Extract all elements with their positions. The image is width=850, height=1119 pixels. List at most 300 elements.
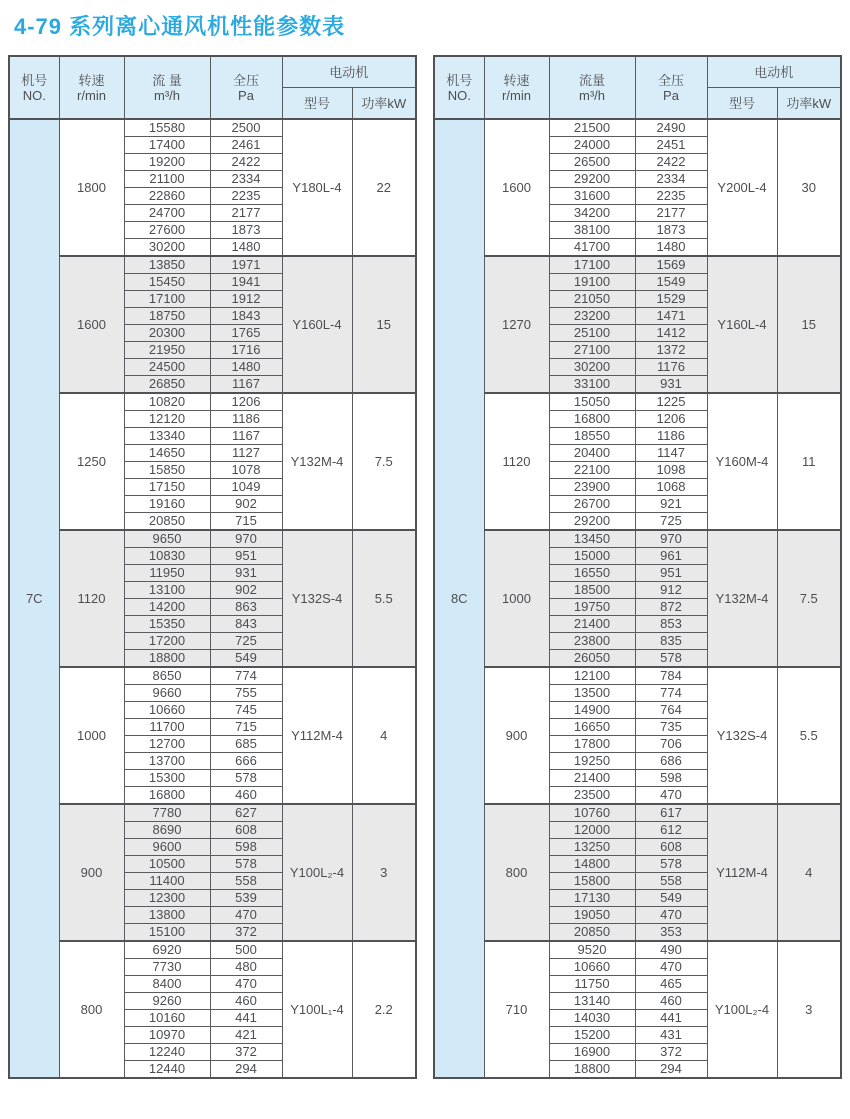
flow-cell: 13250 [549, 839, 635, 856]
motor-model-cell: Y112M-4 [707, 804, 777, 941]
pressure-cell: 1372 [635, 342, 707, 359]
pressure-cell: 470 [210, 976, 282, 993]
pressure-cell: 1186 [635, 428, 707, 445]
motor-power-cell: 4 [777, 804, 841, 941]
pressure-cell: 774 [210, 667, 282, 685]
table-body [434, 119, 841, 1078]
pressure-cell: 1176 [635, 359, 707, 376]
page-title: 4-79 系列离心通风机性能参数表 [14, 14, 346, 39]
pressure-cell: 549 [635, 890, 707, 907]
flow-cell: 25100 [549, 325, 635, 342]
flow-cell: 24000 [549, 137, 635, 154]
flow-cell: 21400 [549, 770, 635, 787]
pressure-cell: 1225 [635, 393, 707, 411]
flow-cell: 14030 [549, 1010, 635, 1027]
flow-cell: 19160 [124, 496, 210, 513]
header-motor: 电动机 [282, 56, 416, 88]
header-speed-cn: 转速 [78, 72, 105, 88]
flow-cell: 29200 [549, 171, 635, 188]
header-size-en: NO. [22, 87, 46, 103]
flow-cell: 15100 [124, 924, 210, 942]
pressure-cell: 1912 [210, 291, 282, 308]
flow-cell: 17100 [549, 256, 635, 274]
table-row [9, 667, 416, 685]
tables-container [0, 55, 850, 1079]
pressure-cell: 843 [210, 616, 282, 633]
pressure-cell: 715 [210, 513, 282, 531]
flow-cell: 15350 [124, 616, 210, 633]
flow-cell: 21400 [549, 616, 635, 633]
pressure-cell: 970 [635, 530, 707, 548]
pressure-cell: 961 [635, 548, 707, 565]
flow-cell: 11400 [124, 873, 210, 890]
speed-cell: 1600 [59, 256, 124, 393]
header-flow-unit: m³/h [579, 87, 605, 103]
pressure-cell: 685 [210, 736, 282, 753]
pressure-cell: 2422 [635, 154, 707, 171]
flow-cell: 14200 [124, 599, 210, 616]
pressure-cell: 745 [210, 702, 282, 719]
size-cell: 7C [9, 119, 59, 1078]
flow-cell: 13800 [124, 907, 210, 924]
flow-cell: 11700 [124, 719, 210, 736]
pressure-cell: 951 [635, 565, 707, 582]
pressure-cell: 460 [210, 993, 282, 1010]
pressure-cell: 608 [210, 822, 282, 839]
motor-power-cell: 4 [352, 667, 416, 804]
flow-cell: 9650 [124, 530, 210, 548]
table-row [9, 530, 416, 548]
flow-cell: 10760 [549, 804, 635, 822]
pressure-cell: 598 [210, 839, 282, 856]
pressure-cell: 863 [210, 599, 282, 616]
table-row [434, 530, 841, 548]
flow-cell: 9520 [549, 941, 635, 959]
pressure-cell: 539 [210, 890, 282, 907]
fan-table-7c [8, 55, 417, 1079]
pressure-cell: 1167 [210, 428, 282, 445]
speed-cell: 1600 [484, 119, 549, 256]
size-cell: 8C [434, 119, 484, 1078]
fan-table-8c [433, 55, 842, 1079]
flow-cell: 30200 [124, 239, 210, 257]
speed-cell: 800 [484, 804, 549, 941]
flow-cell: 18500 [549, 582, 635, 599]
flow-cell: 26050 [549, 650, 635, 668]
flow-cell: 15000 [549, 548, 635, 565]
pressure-cell: 500 [210, 941, 282, 959]
speed-cell: 1800 [59, 119, 124, 256]
pressure-cell: 774 [635, 685, 707, 702]
flow-cell: 24700 [124, 205, 210, 222]
header-flow-unit: m³/h [154, 87, 180, 103]
pressure-cell: 578 [210, 770, 282, 787]
flow-cell: 9600 [124, 839, 210, 856]
motor-model-cell: Y112M-4 [282, 667, 352, 804]
pressure-cell: 2235 [635, 188, 707, 205]
header-speed-unit: r/min [502, 87, 531, 103]
header-motor-power: 功率kW [777, 88, 841, 120]
pressure-cell: 372 [210, 1044, 282, 1061]
speed-cell: 1120 [484, 393, 549, 530]
table-row [9, 393, 416, 411]
flow-cell: 18800 [549, 1061, 635, 1079]
pressure-cell: 2177 [210, 205, 282, 222]
table-row [9, 119, 416, 137]
table-row [434, 941, 841, 959]
pressure-cell: 902 [210, 582, 282, 599]
pressure-cell: 441 [635, 1010, 707, 1027]
pressure-cell: 1873 [635, 222, 707, 239]
flow-cell: 33100 [549, 376, 635, 394]
header-size [434, 56, 484, 119]
flow-cell: 14650 [124, 445, 210, 462]
flow-cell: 21100 [124, 171, 210, 188]
motor-power-cell: 5.5 [777, 667, 841, 804]
flow-cell: 23900 [549, 479, 635, 496]
flow-cell: 34200 [549, 205, 635, 222]
header-flow [549, 56, 635, 119]
pressure-cell: 1765 [210, 325, 282, 342]
pressure-cell: 853 [635, 616, 707, 633]
pressure-cell: 470 [635, 787, 707, 805]
flow-cell: 29200 [549, 513, 635, 531]
flow-cell: 15580 [124, 119, 210, 137]
flow-cell: 26500 [549, 154, 635, 171]
pressure-cell: 666 [210, 753, 282, 770]
flow-cell: 38100 [549, 222, 635, 239]
flow-cell: 27100 [549, 342, 635, 359]
pressure-cell: 1873 [210, 222, 282, 239]
table-row [434, 393, 841, 411]
pressure-cell: 1127 [210, 445, 282, 462]
pressure-cell: 627 [210, 804, 282, 822]
flow-cell: 13450 [549, 530, 635, 548]
flow-cell: 8400 [124, 976, 210, 993]
motor-model-cell: Y132M-4 [707, 530, 777, 667]
flow-cell: 12240 [124, 1044, 210, 1061]
motor-power-cell: 5.5 [352, 530, 416, 667]
flow-cell: 8650 [124, 667, 210, 685]
pressure-cell: 470 [635, 959, 707, 976]
speed-cell: 1270 [484, 256, 549, 393]
table-row [434, 119, 841, 137]
flow-cell: 10660 [549, 959, 635, 976]
flow-cell: 12440 [124, 1061, 210, 1079]
flow-cell: 15800 [549, 873, 635, 890]
flow-cell: 17800 [549, 736, 635, 753]
pressure-cell: 578 [210, 856, 282, 873]
table-body [9, 119, 416, 1078]
pressure-cell: 1167 [210, 376, 282, 394]
pressure-cell: 617 [635, 804, 707, 822]
motor-power-cell: 3 [777, 941, 841, 1078]
flow-cell: 18550 [549, 428, 635, 445]
flow-cell: 12300 [124, 890, 210, 907]
motor-model-cell: Y132S-4 [282, 530, 352, 667]
header-flow-cn: 流 量 [152, 72, 182, 88]
flow-cell: 16650 [549, 719, 635, 736]
pressure-cell: 1941 [210, 274, 282, 291]
pressure-cell: 431 [635, 1027, 707, 1044]
motor-model-cell: Y132M-4 [282, 393, 352, 530]
pressure-cell: 1480 [210, 359, 282, 376]
table-row [434, 804, 841, 822]
flow-cell: 21050 [549, 291, 635, 308]
flow-cell: 12100 [549, 667, 635, 685]
pressure-cell: 421 [210, 1027, 282, 1044]
pressure-cell: 2334 [210, 171, 282, 188]
flow-cell: 14900 [549, 702, 635, 719]
pressure-cell: 784 [635, 667, 707, 685]
pressure-cell: 480 [210, 959, 282, 976]
flow-cell: 10820 [124, 393, 210, 411]
flow-cell: 20400 [549, 445, 635, 462]
flow-cell: 23500 [549, 787, 635, 805]
pressure-cell: 578 [635, 650, 707, 668]
pressure-cell: 1843 [210, 308, 282, 325]
speed-cell: 900 [484, 667, 549, 804]
flow-cell: 21500 [549, 119, 635, 137]
flow-cell: 20850 [124, 513, 210, 531]
flow-cell: 20850 [549, 924, 635, 942]
pressure-cell: 294 [635, 1061, 707, 1079]
motor-power-cell: 22 [352, 119, 416, 256]
flow-cell: 15200 [549, 1027, 635, 1044]
pressure-cell: 608 [635, 839, 707, 856]
flow-cell: 31600 [549, 188, 635, 205]
header-pressure-cn: 全压 [232, 72, 259, 88]
pressure-cell: 872 [635, 599, 707, 616]
pressure-cell: 1971 [210, 256, 282, 274]
pressure-cell: 931 [635, 376, 707, 394]
flow-cell: 10500 [124, 856, 210, 873]
pressure-cell: 558 [210, 873, 282, 890]
flow-cell: 7730 [124, 959, 210, 976]
pressure-cell: 1480 [210, 239, 282, 257]
header-motor: 电动机 [707, 56, 841, 88]
pressure-cell: 372 [635, 1044, 707, 1061]
flow-cell: 19250 [549, 753, 635, 770]
table-header [9, 56, 416, 119]
flow-cell: 11950 [124, 565, 210, 582]
pressure-cell: 912 [635, 582, 707, 599]
pressure-cell: 1206 [210, 393, 282, 411]
header-size-en: NO. [447, 87, 471, 103]
motor-model-cell: Y160L-4 [282, 256, 352, 393]
flow-cell: 17100 [124, 291, 210, 308]
flow-cell: 17130 [549, 890, 635, 907]
flow-cell: 26700 [549, 496, 635, 513]
header-motor-model: 型号 [282, 88, 352, 120]
pressure-cell: 755 [210, 685, 282, 702]
motor-model-cell: Y200L-4 [707, 119, 777, 256]
motor-power-cell: 2.2 [352, 941, 416, 1078]
pressure-cell: 931 [210, 565, 282, 582]
motor-power-cell: 7.5 [352, 393, 416, 530]
header-pressure-unit: Pa [663, 87, 679, 103]
motor-model-cell: Y100L₂-4 [282, 804, 352, 941]
flow-cell: 16900 [549, 1044, 635, 1061]
motor-power-cell: 3 [352, 804, 416, 941]
motor-model-cell: Y132S-4 [707, 667, 777, 804]
header-size-cn: 机号 [446, 72, 473, 88]
flow-cell: 10830 [124, 548, 210, 565]
header-motor-power: 功率kW [352, 88, 416, 120]
pressure-cell: 1549 [635, 274, 707, 291]
motor-power-cell: 11 [777, 393, 841, 530]
flow-cell: 17150 [124, 479, 210, 496]
pressure-cell: 2490 [635, 119, 707, 137]
flow-cell: 21950 [124, 342, 210, 359]
pressure-cell: 460 [635, 993, 707, 1010]
header-speed [484, 56, 549, 119]
pressure-cell: 470 [635, 907, 707, 924]
speed-cell: 710 [484, 941, 549, 1078]
flow-cell: 23800 [549, 633, 635, 650]
motor-model-cell: Y180L-4 [282, 119, 352, 256]
header-speed-unit: r/min [77, 87, 106, 103]
header-size [9, 56, 59, 119]
pressure-cell: 2422 [210, 154, 282, 171]
motor-power-cell: 15 [352, 256, 416, 393]
pressure-cell: 725 [635, 513, 707, 531]
table-row [9, 256, 416, 274]
flow-cell: 13100 [124, 582, 210, 599]
header-size-cn: 机号 [21, 72, 48, 88]
flow-cell: 8690 [124, 822, 210, 839]
motor-model-cell: Y160M-4 [707, 393, 777, 530]
flow-cell: 9660 [124, 685, 210, 702]
pressure-cell: 715 [210, 719, 282, 736]
flow-cell: 10160 [124, 1010, 210, 1027]
pressure-cell: 460 [210, 787, 282, 805]
flow-cell: 10970 [124, 1027, 210, 1044]
flow-cell: 13700 [124, 753, 210, 770]
pressure-cell: 764 [635, 702, 707, 719]
header-flow-cn: 流量 [578, 72, 605, 88]
pressure-cell: 465 [635, 976, 707, 993]
table-row [9, 941, 416, 959]
pressure-cell: 835 [635, 633, 707, 650]
pressure-cell: 1098 [635, 462, 707, 479]
flow-cell: 20300 [124, 325, 210, 342]
header-pressure [635, 56, 707, 119]
table-row [434, 256, 841, 274]
flow-cell: 12700 [124, 736, 210, 753]
flow-cell: 15450 [124, 274, 210, 291]
pressure-cell: 686 [635, 753, 707, 770]
speed-cell: 1250 [59, 393, 124, 530]
flow-cell: 15050 [549, 393, 635, 411]
flow-cell: 13850 [124, 256, 210, 274]
pressure-cell: 725 [210, 633, 282, 650]
flow-cell: 18800 [124, 650, 210, 668]
flow-cell: 19050 [549, 907, 635, 924]
pressure-cell: 2177 [635, 205, 707, 222]
pressure-cell: 612 [635, 822, 707, 839]
header-pressure-unit: Pa [238, 87, 254, 103]
flow-cell: 9260 [124, 993, 210, 1010]
pressure-cell: 441 [210, 1010, 282, 1027]
table-row [9, 804, 416, 822]
pressure-cell: 951 [210, 548, 282, 565]
flow-cell: 27600 [124, 222, 210, 239]
pressure-cell: 1049 [210, 479, 282, 496]
motor-model-cell: Y100L₁-4 [282, 941, 352, 1078]
flow-cell: 13340 [124, 428, 210, 445]
pressure-cell: 294 [210, 1061, 282, 1079]
pressure-cell: 549 [210, 650, 282, 668]
pressure-cell: 1471 [635, 308, 707, 325]
pressure-cell: 490 [635, 941, 707, 959]
speed-cell: 900 [59, 804, 124, 941]
pressure-cell: 598 [635, 770, 707, 787]
header-motor-model: 型号 [707, 88, 777, 120]
flow-cell: 17400 [124, 137, 210, 154]
pressure-cell: 1078 [210, 462, 282, 479]
motor-power-cell: 30 [777, 119, 841, 256]
flow-cell: 22100 [549, 462, 635, 479]
table-header [434, 56, 841, 119]
motor-power-cell: 15 [777, 256, 841, 393]
flow-cell: 18750 [124, 308, 210, 325]
pressure-cell: 578 [635, 856, 707, 873]
pressure-cell: 2500 [210, 119, 282, 137]
speed-cell: 800 [59, 941, 124, 1078]
speed-cell: 1000 [59, 667, 124, 804]
flow-cell: 30200 [549, 359, 635, 376]
motor-model-cell: Y100L₂-4 [707, 941, 777, 1078]
motor-model-cell: Y160L-4 [707, 256, 777, 393]
flow-cell: 14800 [549, 856, 635, 873]
pressure-cell: 2461 [210, 137, 282, 154]
pressure-cell: 1716 [210, 342, 282, 359]
flow-cell: 15300 [124, 770, 210, 787]
flow-cell: 24500 [124, 359, 210, 376]
pressure-cell: 558 [635, 873, 707, 890]
pressure-cell: 2451 [635, 137, 707, 154]
flow-cell: 16800 [549, 411, 635, 428]
pressure-cell: 706 [635, 736, 707, 753]
flow-cell: 41700 [549, 239, 635, 257]
pressure-cell: 921 [635, 496, 707, 513]
header-flow [124, 56, 210, 119]
pressure-cell: 470 [210, 907, 282, 924]
pressure-cell: 2334 [635, 171, 707, 188]
pressure-cell: 353 [635, 924, 707, 942]
flow-cell: 23200 [549, 308, 635, 325]
flow-cell: 26850 [124, 376, 210, 394]
pressure-cell: 1529 [635, 291, 707, 308]
flow-cell: 19200 [124, 154, 210, 171]
pressure-cell: 735 [635, 719, 707, 736]
pressure-cell: 1147 [635, 445, 707, 462]
flow-cell: 12120 [124, 411, 210, 428]
table-row [434, 667, 841, 685]
pressure-cell: 372 [210, 924, 282, 942]
pressure-cell: 1412 [635, 325, 707, 342]
header-pressure [210, 56, 282, 119]
flow-cell: 19750 [549, 599, 635, 616]
header-speed [59, 56, 124, 119]
pressure-cell: 970 [210, 530, 282, 548]
flow-cell: 11750 [549, 976, 635, 993]
flow-cell: 16550 [549, 565, 635, 582]
pressure-cell: 1206 [635, 411, 707, 428]
pressure-cell: 1186 [210, 411, 282, 428]
flow-cell: 13500 [549, 685, 635, 702]
